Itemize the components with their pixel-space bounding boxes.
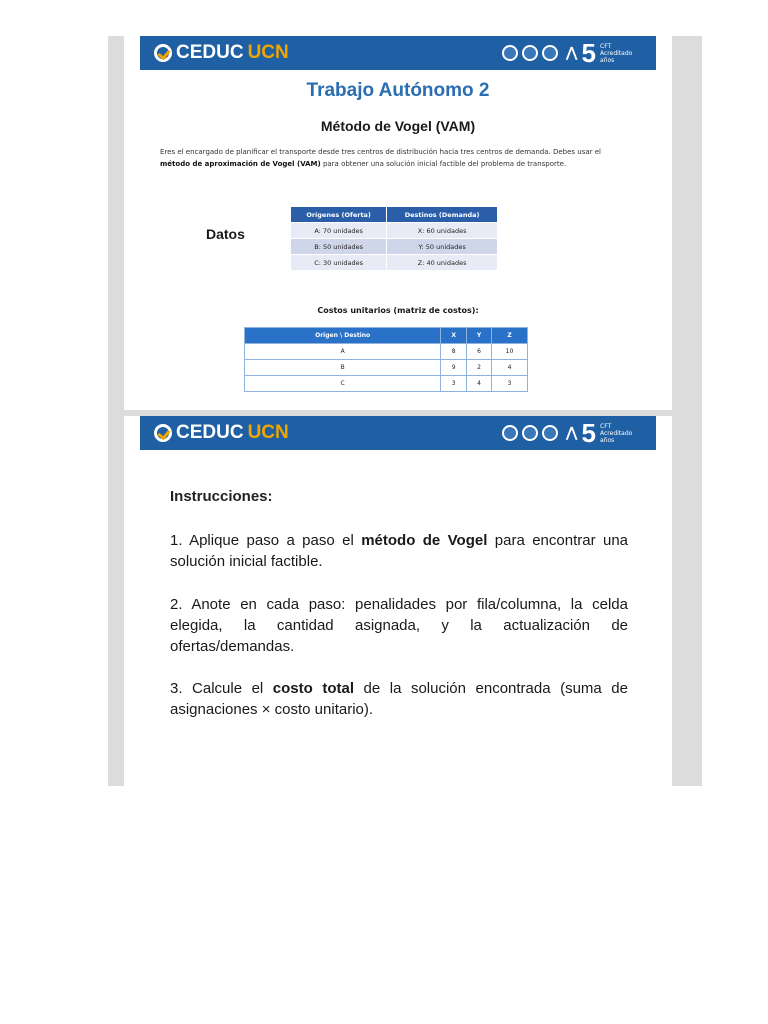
table-cell: B	[245, 360, 441, 376]
instruction-text: de la solución encontrada (suma de asignaciones × costo unitario).	[170, 680, 628, 718]
intro-bold-text: método de aproximación de Vogel (VAM)	[160, 160, 321, 168]
table-cell: Z: 40 unidades	[387, 255, 498, 271]
instruction-text: 1. Aplique paso a paso el	[170, 532, 362, 549]
logo-ucn-text: UCN	[247, 422, 289, 443]
logo-ceduc-text: CEDUC	[176, 422, 244, 443]
instructions-title: Instrucciones:	[170, 488, 273, 505]
gear-icon	[522, 45, 538, 61]
table-header-cell: X	[441, 328, 467, 344]
table-header-cell: Origen \ Destino	[245, 328, 441, 344]
table-cell: 10	[492, 344, 528, 360]
table-cell: A: 70 unidades	[291, 223, 387, 239]
accreditation-icon: ⋀	[565, 45, 578, 61]
instruction-bold: método de Vogel	[361, 532, 488, 549]
slide-title: Trabajo Autónomo 2	[306, 80, 490, 101]
table-cell: B: 50 unidades	[291, 239, 387, 255]
gear-icon	[542, 45, 558, 61]
table-cell: 8	[441, 344, 467, 360]
header-banner	[140, 416, 656, 450]
table-header-cell: Y	[467, 328, 492, 344]
instruction-item-3	[170, 678, 628, 720]
accreditation-text: CFT Acreditado años	[600, 422, 633, 444]
table-header-cell: Orígenes (Oferta)	[291, 207, 387, 223]
ceduc-ucn-logo	[154, 42, 289, 64]
instruction-text: 3. Calcule el	[170, 680, 273, 697]
datos-table	[290, 206, 498, 271]
header-banner	[140, 36, 656, 70]
table-cell: 2	[467, 360, 492, 376]
datos-label: Datos	[206, 226, 245, 242]
slide-1	[124, 36, 672, 410]
intro-paragraph	[160, 146, 632, 170]
table-cell: C: 30 unidades	[291, 255, 387, 271]
table-cell: 9	[441, 360, 467, 376]
table-header-cell: Destinos (Demanda)	[387, 207, 498, 223]
intro-text-end: para obtener una solución inicial factible del problema de transporte.	[320, 160, 567, 168]
accreditation-number: 5	[581, 418, 596, 448]
seal-icon	[502, 45, 518, 61]
table-cell: A	[245, 344, 441, 360]
check-circle-icon	[154, 424, 172, 442]
table-header-row	[291, 207, 498, 223]
accreditation-icon: ⋀	[565, 425, 578, 441]
table-row	[245, 344, 528, 360]
gear-icon	[522, 425, 538, 441]
table-cell: 4	[492, 360, 528, 376]
table-header-cell: Z	[492, 328, 528, 344]
table-row	[245, 360, 528, 376]
table-cell: 3	[441, 376, 467, 392]
logo-ucn-text: UCN	[247, 42, 289, 63]
ceduc-ucn-logo	[154, 422, 289, 444]
costos-title: Costos unitarios (matriz de costos):	[317, 306, 479, 315]
seal-icon	[502, 425, 518, 441]
accreditation-badges	[502, 38, 644, 68]
table-row	[291, 223, 498, 239]
table-cell: Y: 50 unidades	[387, 239, 498, 255]
instruction-text: para encontrar una solución inicial factible.	[170, 532, 629, 570]
check-circle-icon	[154, 44, 172, 62]
accreditation-text: CFT Acreditado años	[600, 42, 633, 64]
instruction-item-2: 2. Anote en cada paso: penalidades por fila/columna, la celda elegida, la cantidad asignada, y la actualización de ofertas/demandas.	[170, 596, 628, 655]
table-row	[245, 376, 528, 392]
accreditation-badges	[502, 418, 644, 448]
gear-icon	[542, 425, 558, 441]
table-row	[291, 239, 498, 255]
accreditation-number: 5	[581, 38, 596, 68]
table-cell: 6	[467, 344, 492, 360]
slide-subtitle: Método de Vogel (VAM)	[320, 118, 476, 134]
table-cell: C	[245, 376, 441, 392]
table-cell: 3	[492, 376, 528, 392]
instruction-bold: costo total	[272, 680, 354, 697]
slide-2	[124, 416, 672, 786]
intro-text: Eres el encargado de planificar el transporte desde tres centros de distribución hacia tres centros de demanda. Debes usar el	[160, 148, 601, 156]
instruction-item-1	[170, 530, 628, 572]
table-cell: X: 60 unidades	[387, 223, 498, 239]
costos-table	[244, 327, 528, 392]
table-row	[291, 255, 498, 271]
logo-ceduc-text: CEDUC	[176, 42, 244, 63]
table-header-row	[245, 328, 528, 344]
table-cell: 4	[467, 376, 492, 392]
